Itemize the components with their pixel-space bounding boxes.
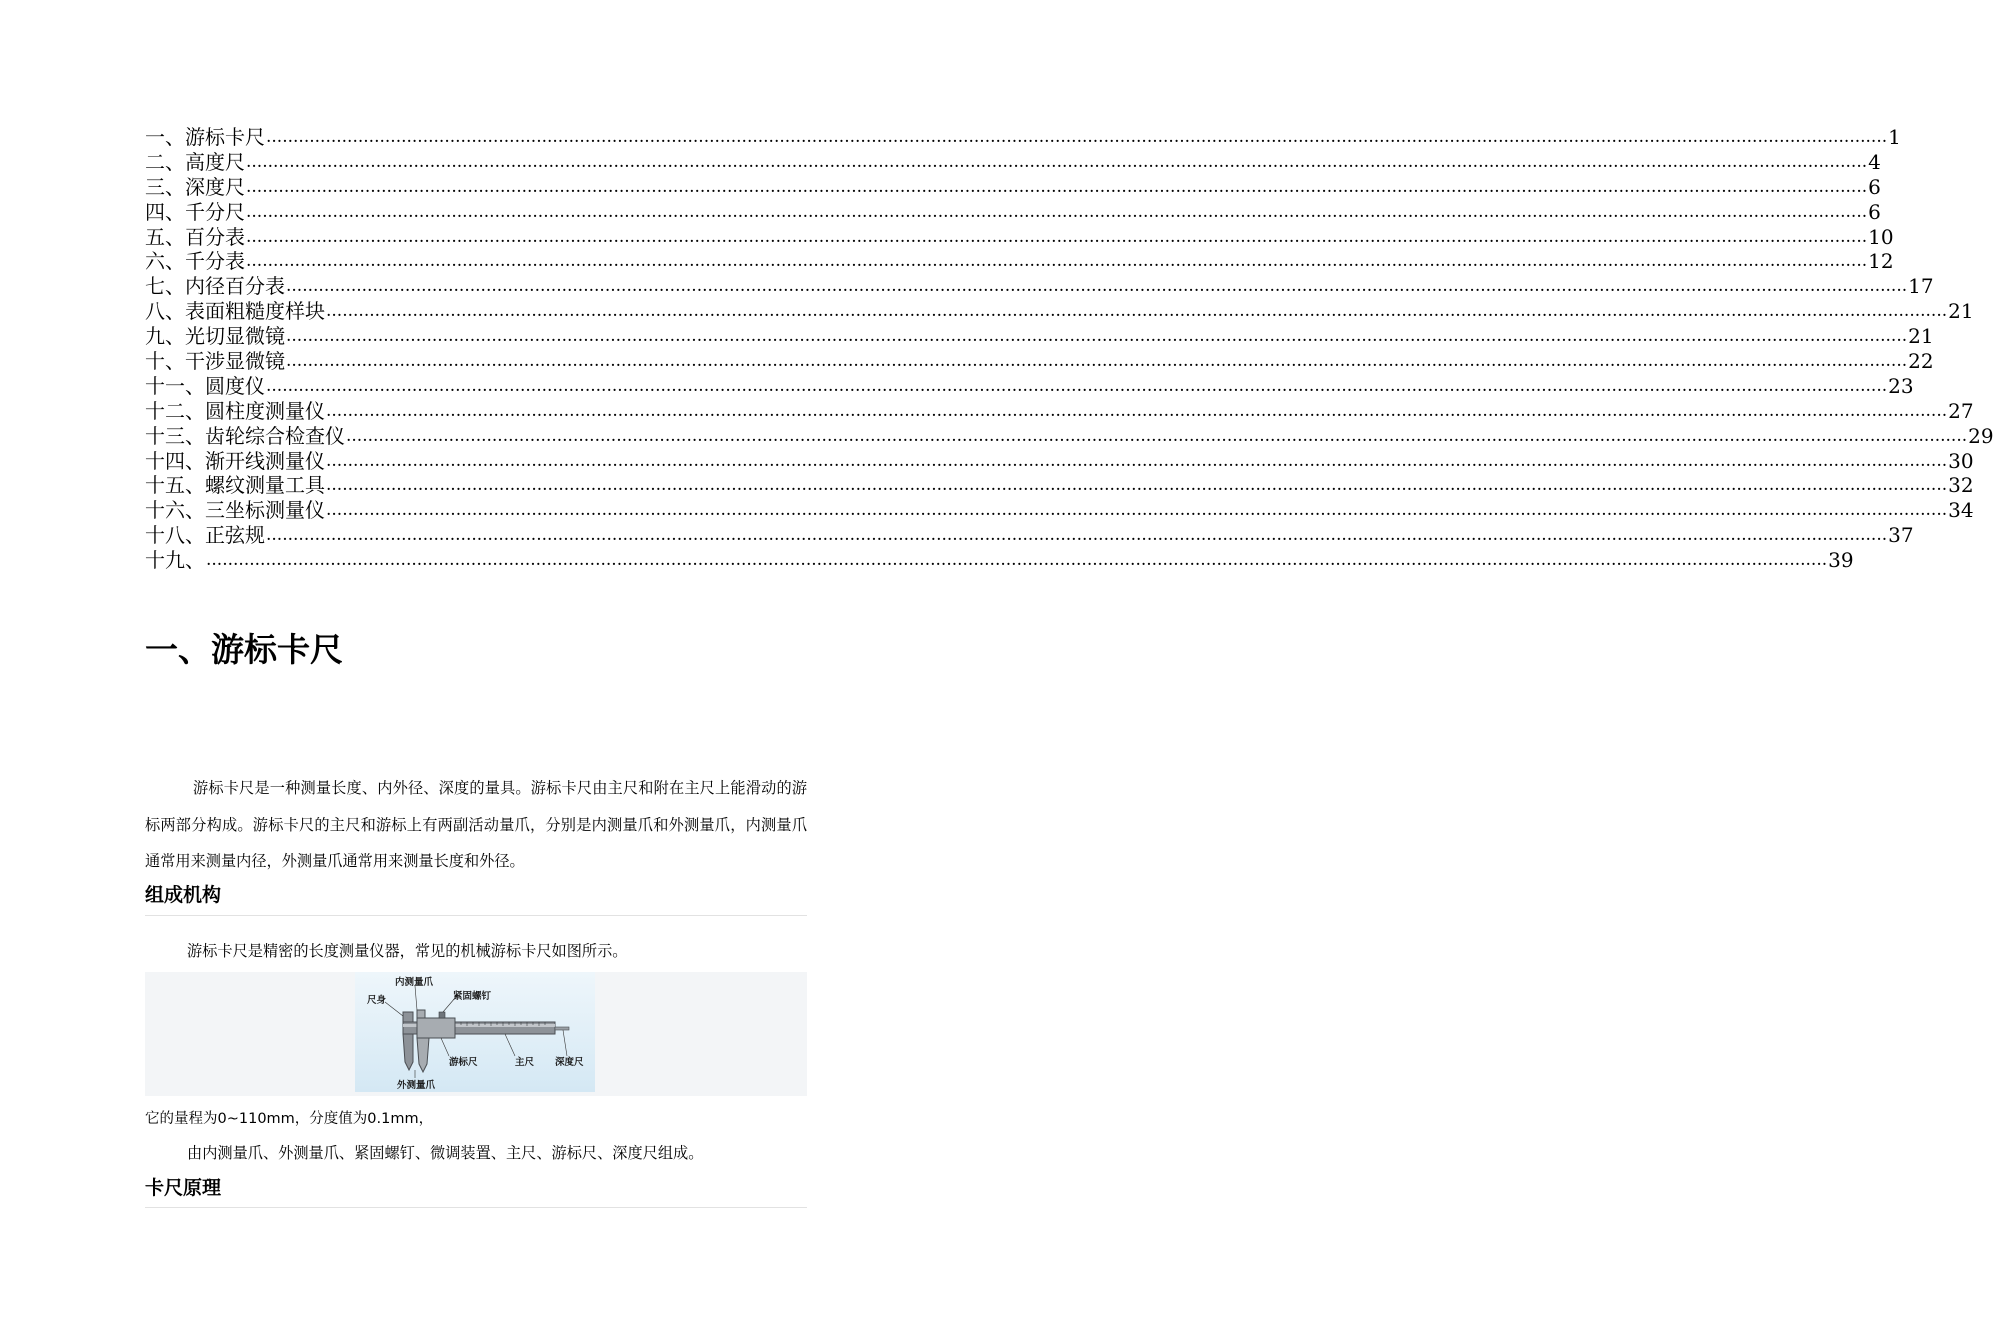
toc-entry[interactable] xyxy=(145,498,1974,523)
toc-entry-label: 一、游标卡尺 xyxy=(145,124,265,149)
toc-entry-label: 三、深度尺 xyxy=(145,174,245,199)
toc-entry-page: 37 xyxy=(1888,523,1914,548)
toc-entry[interactable] xyxy=(145,349,1934,374)
toc-entry[interactable] xyxy=(145,448,1974,474)
toc-leader-dots: ............................................................................................................................................................................................................................................................................................................ xyxy=(246,251,1868,272)
toc-entry[interactable] xyxy=(145,224,1894,250)
caliper-figure xyxy=(355,972,595,1092)
toc-entry[interactable] xyxy=(145,174,1881,200)
toc-entry[interactable] xyxy=(145,149,1881,175)
toc-leader-dots: ............................................................................................................................................................................................................................................................................................................ xyxy=(326,400,1948,421)
toc-entry-label: 十一、圆度仪 xyxy=(145,373,265,398)
toc-leader-dots: ............................................................................................................................................................................................................................................................................................................ xyxy=(326,500,1948,521)
label-clamp-screw: 紧固螺钉 xyxy=(453,991,492,1002)
toc-leader-dots: ............................................................................................................................................................................................................................................................................................................ xyxy=(346,425,1968,446)
toc-entry-page: 12 xyxy=(1868,249,1894,274)
label-body: 尺身 xyxy=(367,995,387,1006)
section-title: 一、游标卡尺 xyxy=(145,630,343,669)
label-depth: 深度尺 xyxy=(555,1057,584,1068)
table-of-contents xyxy=(145,124,1994,573)
toc-leader-dots: ............................................................................................................................................................................................................................................................................................................ xyxy=(246,151,1868,172)
toc-entry-page: 27 xyxy=(1948,398,1974,423)
toc-entry-page: 39 xyxy=(1828,548,1854,573)
toc-entry-label: 十八、正弦规 xyxy=(145,523,265,548)
toc-leader-dots: ............................................................................................................................................................................................................................................................................................................ xyxy=(246,201,1868,222)
toc-entry-label: 十四、渐开线测量仪 xyxy=(145,448,325,473)
toc-entry-label: 十、干涉显微镜 xyxy=(145,349,285,373)
toc-leader-dots: ............................................................................................................................................................................................................................................................................................................ xyxy=(266,375,1888,396)
toc-entry[interactable] xyxy=(145,548,1854,573)
toc-entry-page: 22 xyxy=(1908,349,1934,373)
toc-entry-page: 6 xyxy=(1868,174,1881,199)
figure-intro-text: 游标卡尺是精密的长度测量仪器，常见的机械游标卡尺如图所示。 xyxy=(187,942,628,960)
toc-entry-page: 17 xyxy=(1908,274,1934,299)
toc-leader-dots: ............................................................................................................................................................................................................................................................................................................ xyxy=(326,450,1948,471)
toc-entry-label: 十五、螺纹测量工具 xyxy=(145,473,325,498)
toc-entry-page: 29 xyxy=(1968,423,1994,448)
subheading-composition: 组成机构 xyxy=(145,884,222,906)
toc-entry-page: 4 xyxy=(1868,149,1881,174)
toc-entry-label: 十三、齿轮综合检查仪 xyxy=(145,423,345,448)
toc-entry-page: 23 xyxy=(1888,373,1914,398)
toc-entry[interactable] xyxy=(145,523,1914,548)
toc-entry-page: 6 xyxy=(1868,199,1881,224)
label-vernier: 游标尺 xyxy=(449,1057,478,1068)
toc-entry-label: 六、千分表 xyxy=(145,249,245,274)
toc-leader-dots: ............................................................................................................................................................................................................................................................................................................ xyxy=(326,475,1948,496)
subheading-divider-2 xyxy=(145,1207,807,1208)
label-main-scale: 主尺 xyxy=(515,1057,535,1068)
toc-entry-page: 10 xyxy=(1868,224,1894,249)
toc-entry-page: 1 xyxy=(1888,124,1901,149)
toc-entry-label: 五、百分表 xyxy=(145,224,245,249)
toc-leader-dots: ............................................................................................................................................................................................................................................................................................................ xyxy=(326,301,1948,322)
toc-entry-page: 21 xyxy=(1908,324,1934,349)
toc-entry[interactable] xyxy=(145,124,1901,150)
toc-entry[interactable] xyxy=(145,299,1974,324)
toc-leader-dots: ............................................................................................................................................................................................................................................................................................................ xyxy=(286,276,1908,297)
label-inner-jaw: 内测量爪 xyxy=(395,977,434,988)
toc-entry-label: 九、光切显微镜 xyxy=(145,324,285,349)
subheading-principle: 卡尺原理 xyxy=(145,1177,222,1199)
toc-leader-dots: ............................................................................................................................................................................................................................................................................................................ xyxy=(246,176,1868,197)
toc-entry-label: 十二、圆柱度测量仪 xyxy=(145,398,325,423)
toc-entry-label: 八、表面粗糙度样块 xyxy=(145,299,325,324)
toc-entry[interactable] xyxy=(145,473,1974,498)
toc-entry-page: 32 xyxy=(1948,473,1974,498)
toc-entry[interactable] xyxy=(145,199,1881,225)
toc-leader-dots: ............................................................................................................................................................................................................................................................................................................ xyxy=(286,351,1908,371)
subheading-divider xyxy=(145,915,807,916)
toc-entry-page: 34 xyxy=(1948,498,1974,523)
toc-entry[interactable] xyxy=(145,274,1934,299)
toc-entry[interactable] xyxy=(145,249,1894,274)
toc-entry[interactable] xyxy=(145,373,1914,399)
intro-paragraph: 游标卡尺是一种测量长度、内外径、深度的量具。游标卡尺由主尺和附在主尺上能滑动的游标两部分构成。游标卡尺的主尺和游标上有两副活动量爪，分别是内测量爪和外测量爪，内测量爪通常用来测量内径，外测量爪通常用来测量长度和外径。 xyxy=(145,779,807,870)
toc-entry[interactable] xyxy=(145,398,1974,424)
toc-entry-label: 七、内径百分表 xyxy=(145,274,285,299)
toc-entry-page: 21 xyxy=(1948,299,1974,324)
toc-entry[interactable] xyxy=(145,423,1994,449)
toc-leader-dots: ............................................................................................................................................................................................................................................................................................................ xyxy=(286,326,1908,347)
toc-leader-dots: ............................................................................................................................................................................................................................................................................................................ xyxy=(206,550,1828,571)
range-text: 它的量程为0~110mm，分度值为0.1mm， xyxy=(145,1111,434,1127)
toc-leader-dots: ............................................................................................................................................................................................................................................................................................................ xyxy=(246,226,1868,247)
toc-entry-page: 30 xyxy=(1948,448,1974,473)
toc-leader-dots: ............................................................................................................................................................................................................................................................................................................ xyxy=(266,126,1888,147)
toc-entry-label: 二、高度尺 xyxy=(145,149,245,174)
toc-entry-label: 四、千分尺 xyxy=(145,199,245,224)
toc-entry-label: 十九、 xyxy=(145,548,205,573)
toc-entry-label: 十六、三坐标测量仪 xyxy=(145,498,325,523)
composition-text: 由内测量爪、外测量爪、紧固螺钉、微调装置、主尺、游标尺、深度尺组成。 xyxy=(187,1144,704,1162)
toc-entry[interactable] xyxy=(145,324,1934,349)
toc-leader-dots: ............................................................................................................................................................................................................................................................................................................ xyxy=(266,525,1888,546)
label-outer-jaw: 外测量爪 xyxy=(397,1080,436,1091)
